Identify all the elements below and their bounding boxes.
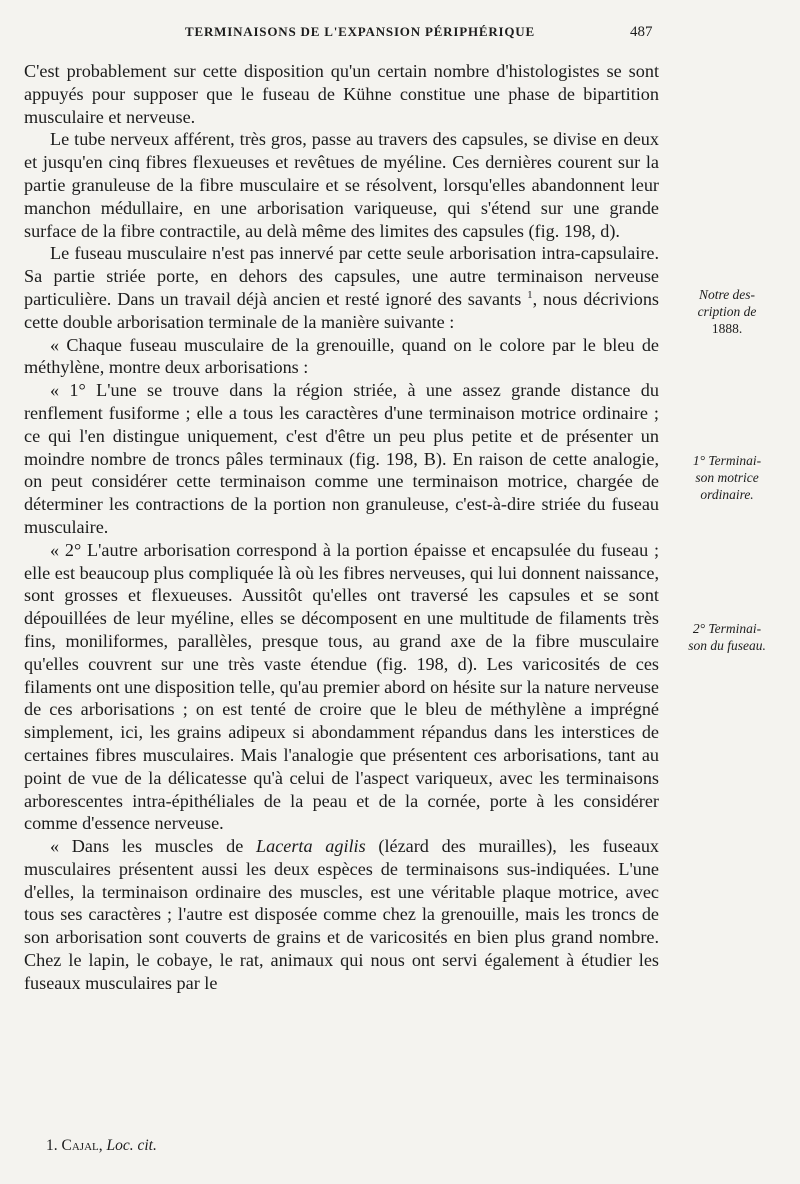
paragraph-2: Le tube nerveux afférent, très gros, passe au travers des capsules, se divise en deux et jusqu'en cinq fibres flexueuses et revêtues de myéline. Ces dernières courent sur la partie granuleuse de la fibre musculaire et se résolvent, lorsqu'elles abandonnent leur manchon médullaire, en une arborisation variqueuse, qui s'étend sur une grande surface de la fibre contractile, au delà même des limites des capsules (fig. 198, d). bbox=[24, 129, 659, 241]
footnote-number: 1. bbox=[46, 1137, 58, 1154]
paragraph-3-end: , nous décrivions cette double arborisation terminale de la manière suivante : bbox=[24, 288, 660, 332]
paragraph-5: « 1° L'une se trouve dans la région striée, à une assez grande distance du renflement fusiforme ; elle a tous les caractères d'une terminaison motrice ordinaire ; ce qui l'en distingue uniquement, c'est d'être un peu plus petite et de présenter un moindre nombre de troncs pâles terminaux (fig. 198, B). En raison de cette analogie, on peut considérer cette terminaison comme une terminaison motrice, chargée de déterminer les contractions de la portion non granuleuse, c'est-à-dire striée du fuseau musculaire. bbox=[24, 380, 659, 537]
margin-note-description-line-3: 1888. bbox=[711, 321, 743, 336]
margin-note-motor-line-3: ordinaire. bbox=[700, 487, 754, 502]
margin-note-spindle-ending bbox=[668, 620, 786, 654]
margin-note-motor-line-1: 1° Terminai- bbox=[692, 453, 762, 468]
main-text bbox=[24, 60, 659, 995]
paragraph-3 bbox=[24, 242, 659, 333]
paragraph-7-start: « Dans les muscles de bbox=[50, 836, 244, 857]
margin-note-fuseau-line-2: son du fuseau. bbox=[688, 638, 766, 653]
paragraph-7-end: (lézard des murailles), les fuseaux musculaires présentent aussi les deux espèces de terminaisons sus-indiquées. L'une d'elles, la terminaison ordinaire des muscles, est une véritable plaque motrice, avec tous ses caractères ; l'autre est disposée comme chez la grenouille, mais les troncs de son arborisation sont couverts de grains et de varicosités en bien plus grand nombre. Chez le lapin, le cobaye, le rat, animaux qui nous ont servi également à étudier les fuseaux musculaires par le bbox=[24, 836, 660, 993]
footnote bbox=[46, 1137, 157, 1155]
paragraph-6: « 2° L'autre arborisation correspond à la portion épaisse et encapsulée du fuseau ; elle est beaucoup plus compliquée là où les fibres nerveuses, qui lui donnent naissance, sont grosses et flexueuses. Aussitôt qu'elles ont traversé les capsules et se sont dépouillées de leur myéline, elles se décomposent en une multitude de filaments très fins, moniliformes, parallèles, presque tous, au grand axe de la fibre musculaire qu'elles couvrent sur une très vaste étendue (fig. 198, d). Les varicosités de ces filaments ont une disposition telle, qu'au premier abord on hésite sur la nature nerveuse de ces arborisations ; on est tenté de croire que le bleu de méthylène a imprégné simplement, ici, les grains adipeux si abondamment répandus dans les interstices de certaines fibres musculaires. Mais l'analogie que présentent ces arborisations, tant au point de vue de la délicatesse qu'à celui de l'aspect variqueux, avec les terminaisons arborescentes intra-épithéliales de la peau et de la cornée, porte à les considérer comme d'essence nerveuse. bbox=[24, 539, 659, 834]
footnote-author: Cajal, bbox=[61, 1137, 103, 1154]
species-name: Lacerta agilis bbox=[255, 836, 366, 857]
margin-note-description-line-1: Notre des- bbox=[698, 287, 756, 302]
margin-note-fuseau-line-1: 2° Terminai- bbox=[692, 621, 762, 636]
footnote-reference: Loc. cit. bbox=[106, 1137, 157, 1154]
running-head: TERMINAISONS DE L'EXPANSION PÉRIPHÉRIQUE bbox=[185, 24, 535, 39]
footnote-reference-mark: 1 bbox=[527, 288, 533, 301]
paragraph-4: « Chaque fuseau musculaire de la grenouille, quand on le colore par le bleu de méthylène, montre deux arborisations : bbox=[24, 334, 659, 378]
paragraph-3-start: Le fuseau musculaire n'est pas innervé par cette seule arborisation intra-capsulaire. Sa partie striée porte, en dehors des capsules, une autre terminaison nerveuse particulière. Dans un travail déjà ancien et resté ignoré des savants bbox=[24, 243, 659, 309]
paragraph-7 bbox=[24, 835, 659, 995]
margin-note-description-line-2: cription de bbox=[697, 304, 757, 319]
paragraph-1: C'est probablement sur cette disposition qu'un certain nombre d'histologistes se sont appuyés pour supposer que le fuseau de Kühne constitue une phase de bipartition musculaire et nerveuse. bbox=[24, 61, 659, 127]
margin-note-motor-ending bbox=[668, 452, 786, 503]
margin-note-motor-line-2: son motrice bbox=[695, 470, 759, 485]
page-header bbox=[0, 22, 800, 46]
page-number: 487 bbox=[630, 24, 653, 40]
margin-note-description bbox=[668, 286, 786, 337]
